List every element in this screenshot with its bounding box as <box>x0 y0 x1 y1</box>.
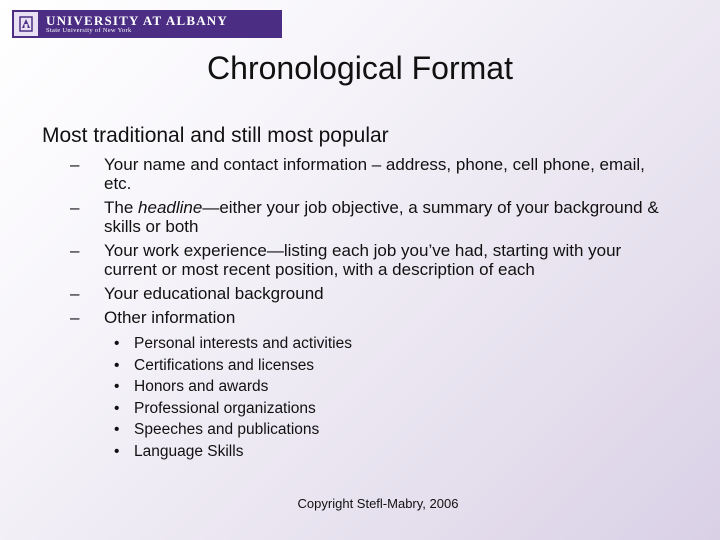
list-item-work-experience <box>70 241 670 279</box>
sub-list-item <box>114 355 352 377</box>
sub-list-item <box>114 398 352 420</box>
bullet-mark: • <box>114 421 120 439</box>
list-item-text: Your name and contact information – address, phone, cell phone, email, etc. <box>104 155 645 193</box>
dash-mark: – <box>70 241 80 260</box>
sub-list-item-text: Language Skills <box>134 442 244 460</box>
list-item-other-information <box>70 308 670 327</box>
format-elements-list <box>70 155 670 332</box>
sub-list-item-text: Speeches and publications <box>134 421 320 439</box>
bullet-mark: • <box>114 399 120 417</box>
sub-list-item-text: Honors and awards <box>134 378 269 396</box>
university-seal-icon <box>14 12 38 36</box>
bullet-mark: • <box>114 442 120 460</box>
sub-list-item <box>114 441 352 463</box>
university-logo <box>12 10 282 38</box>
headline-emphasis: headline <box>138 198 203 217</box>
list-item-education <box>70 284 670 303</box>
list-item-text-suffix: —either your job objective, a summary of your background & skills or both <box>104 198 659 236</box>
dash-mark: – <box>70 198 80 217</box>
sub-list-item-text: Professional organizations <box>134 399 316 417</box>
list-item-text-prefix: The <box>104 198 139 217</box>
logo-subtitle: State University of New York <box>46 26 132 34</box>
dash-mark: – <box>70 308 80 327</box>
list-item-text: Your educational background <box>104 284 324 303</box>
list-item-text: Your work experience—listing each job you’ve had, starting with your current or most recent position, with a description of each <box>104 241 622 279</box>
list-item-text: Other information <box>104 308 236 327</box>
copyright-footer: Copyright Stefl-Mabry, 2006 <box>297 496 459 511</box>
dash-mark: – <box>70 155 80 174</box>
list-item-contact-info <box>70 155 670 193</box>
sub-list-item <box>114 419 352 441</box>
bullet-mark: • <box>114 356 120 374</box>
bullet-mark: • <box>114 335 120 352</box>
logo-text <box>46 14 228 35</box>
logo-university-name: UNIVERSITY AT ALBANY <box>46 12 228 28</box>
other-information-list <box>114 333 352 463</box>
sub-list-item <box>114 333 352 355</box>
sub-list-item-text: Personal interests and activities <box>134 335 352 352</box>
sub-list-item-text: Certifications and licenses <box>134 356 315 374</box>
lead-text: Most traditional and still most popular <box>42 124 389 147</box>
bullet-mark: • <box>114 378 120 396</box>
sub-list-item <box>114 376 352 398</box>
dash-mark: – <box>70 284 80 303</box>
slide-title: Chronological Format <box>207 50 513 86</box>
list-item-headline <box>70 198 670 236</box>
